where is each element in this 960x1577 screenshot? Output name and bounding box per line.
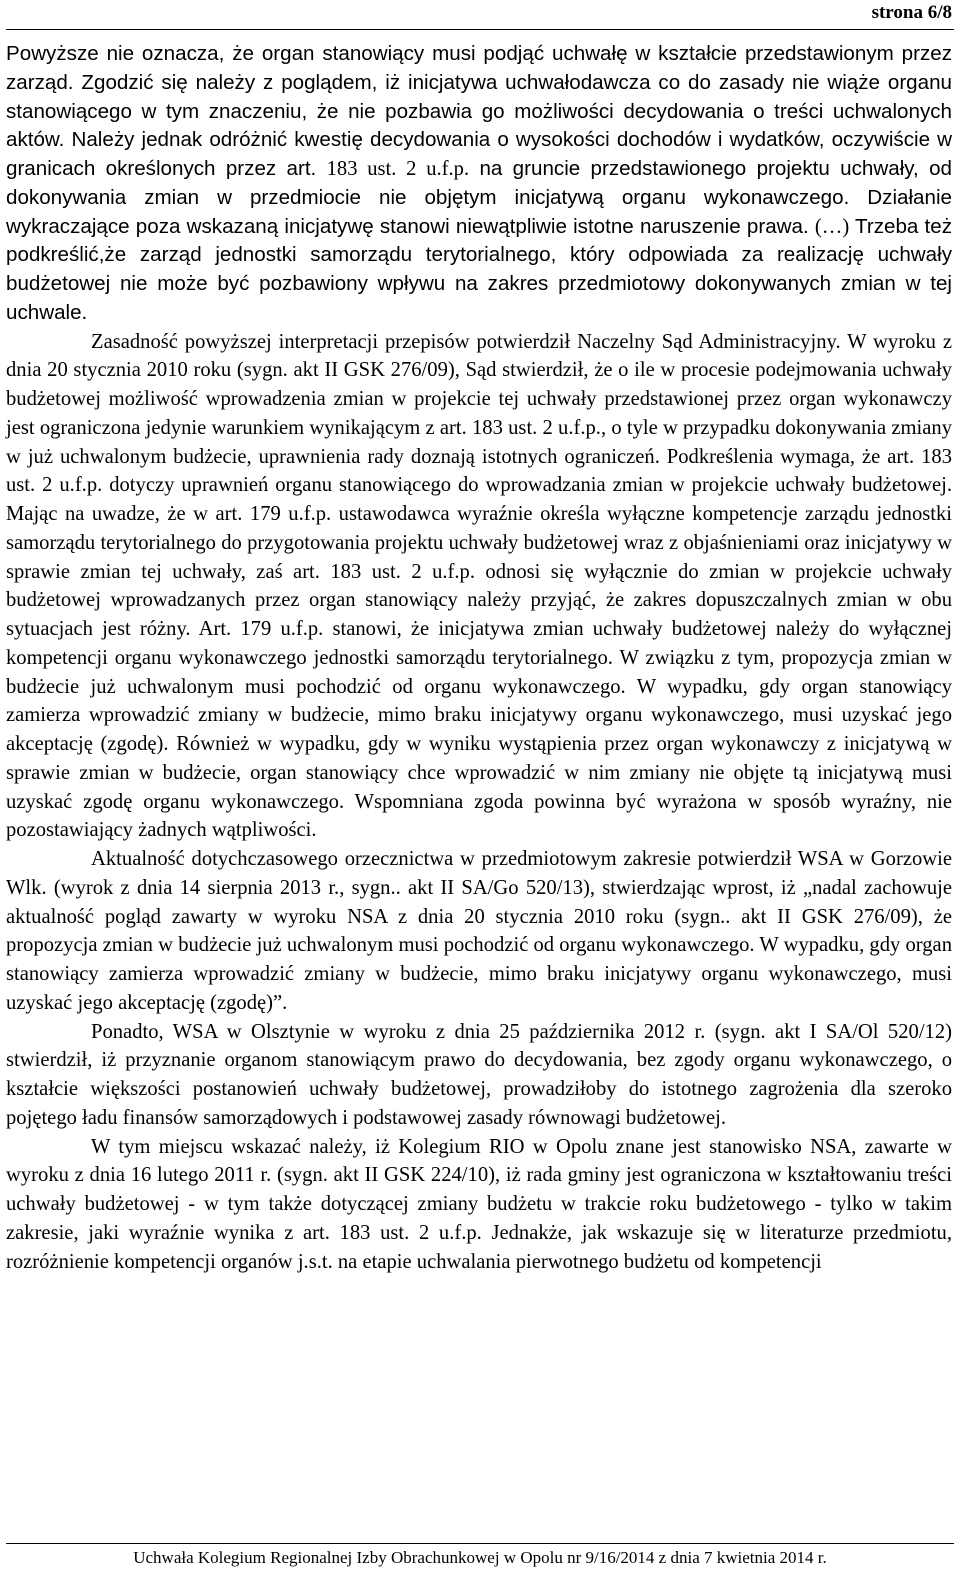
paragraph-1-text-c: Trzeba też podkreślić,że zarząd jednostki samorządu terytorialnego, który odpowiada za realizację uchwały budżetowej nie może być pozbawiony wpływu na zakres przedmiotowy dokonywanych zmian w tej uchwale. xyxy=(6,214,953,324)
paragraph-3: Aktualność dotychczasowego orzecznictwa w przedmiotowym zakresie potwierdził WSA w Gorzowie Wlk. (wyrok z dnia 14 sierpnia 2013 r., sygn.. akt II SA/Go 520/13), stwierdzając wprost, iż „nadal zachowuje aktualność pogląd zawarty w wyroku NSA z dnia 20 stycznia 2010 roku (sygn.. akt II GSK 276/09), że propozycja zmian w budżecie już uchwalonym musi pochodzić od organu wykonawczego. W wypadku, gdy organ stanowiący zamierza wprowadzić zmiany w budżecie, mimo braku inicjatywy organu wykonawczego, musi uzyskać jego akceptację (zgodę)”. xyxy=(6,848,952,1014)
paragraph-1-ellipsis: (…) xyxy=(814,215,850,238)
paragraph-1-text-b: na gruncie przedstawionego projektu uchwały, od dokonywania zmian w przedmiocie nie objętym inicjatywą organu wykonawczego. Działanie wykraczające poza wskazaną inicjatywę stanowi niewątpliwie istotne naruszenie prawa. xyxy=(6,157,952,238)
paragraph-2: Zasadność powyższej interpretacji przepisów potwierdził Naczelny Sąd Administracyjny. W wyroku z dnia 20 stycznia 2010 roku (sygn. akt II GSK 276/09), Sąd stwierdził, że o ile w procesie podejmowania uchwały budżetowej możliwość wprowadzenia zmian w projekcie tej uchwały przedstawionej przez organ wykonawczy jest ograniczona jedynie warunkiem wynikającym z art. 183 ust. 2 u.f.p., o tyle w przypadku dokonywania zmiany w już uchwalonym budżecie, uprawnienia rady doznają istotnych ograniczeń. Podkreślenia wymaga, że art. 183 ust. 2 u.f.p. dotyczy uprawnień organu stanowiącego do wprowadzania zmian w projekcie uchwały budżetowej. Mając na uwadze, że w art. 179 u.f.p. ustawodawca wyraźnie określa wyłączne kompetencje zarządu jednostki samorządu terytorialnego do przygotowania projektu uchwały budżetowej wraz z objaśnieniami oraz inicjatywy w sprawie zmian tej uchwały, zaś art. 183 ust. 2 u.f.p. odnosi się wyłącznie do zmian w projekcie uchwały budżetowej wprowadzanych przez organ stanowiący należy przyjąć, że zakres dopuszczalnych zmian w obu sytuacjach jest różny. Art. 179 u.f.p. stanowi, że inicjatywa zmian uchwały budżetowej należy do wyłącznej kompetencji organu wykonawczego jednostki samorządu terytorialnego. W związku z tym, propozycja zmian w budżecie już uchwalonym musi pochodzić od organu wykonawczego. W wypadku, gdy organ stanowiący zamierza wprowadzić zmiany w budżecie, mimo braku inicjatywy organu wykonawczego, musi uzyskać jego akceptację (zgodę). Również w wypadku, gdy w wyniku wystąpienia przez organ wykonawczy z inicjatywą w sprawie zmian w budżecie, organ stanowiący chce wprowadzić w nim zmiany nie objęte tą inicjatywą musi uzyskać zgodę organu wykonawczego. Wspomniana zgoda powinna być wyrażona w sposób wyraźny, nie pozostawiający żadnych wątpliwości. xyxy=(6,330,952,842)
paragraph-1-text-a: Powyższe nie oznacza, że organ stanowiący musi podjąć uchwałę w kształcie przedstawionym przez zarząd. Zgodzić się należy z poglądem, iż inicjatywa uchwałodawcza co do zasady nie wiąże organu stanowiącego w tym znaczeniu, że nie pozbawia go możliwości decydowania o treści uchwalonych aktów. Należy jednak odróżnić kwestię decydowania o wysokości dochodów i wydatków, oczywiście w granicach określonych przez art. xyxy=(6,42,952,180)
paragraph-5: W tym miejscu wskazać należy, iż Kolegium RIO w Opolu znane jest stanowisko NSA, zawarte w wyroku z dnia 16 lutego 2011 r. (sygn. akt II GSK 224/10), iż rada gminy jest ograniczona w kształtowaniu treści uchwały budżetowej - w tym także dotyczącej zmiany budżetu w trakcie roku budżetowego - tylko w takim zakresie, jaki wyraźnie wynika z art. 183 ust. 2 u.f.p. Jednakże, jak wskazuje się w literaturze przedmiotu, rozróżnienie kompetencji organów j.s.t. na etapie uchwalania pierwotnego budżetu od kompetencji xyxy=(6,1135,952,1273)
footer-divider xyxy=(6,1543,954,1544)
paragraph-1-citation: 183 ust. 2 u.f.p. xyxy=(326,158,470,180)
paragraph-1 xyxy=(6,40,952,328)
header-divider xyxy=(6,29,954,30)
footer-text: Uchwała Kolegium Regionalnej Izby Obrachunkowej w Opolu nr 9/16/2014 z dnia 7 kwietnia 2014 r. xyxy=(133,1548,827,1567)
document-body xyxy=(6,40,952,1276)
paragraph-4: Ponadto, WSA w Olsztynie w wyroku z dnia 25 października 2012 r. (sygn. akt I SA/Ol 520/12) stwierdził, iż przyznanie organom stanowiącym prawo do decydowania, bez zgody organu wykonawczego, o kształcie większości postanowień uchwały budżetowej, prowadziłoby do istotnego zagrożenia dla szeroko pojętego ładu finansów samorządowych i podstawowej zasady równowagi budżetowej. xyxy=(6,1020,952,1129)
page-number: strona 6/8 xyxy=(871,2,952,23)
